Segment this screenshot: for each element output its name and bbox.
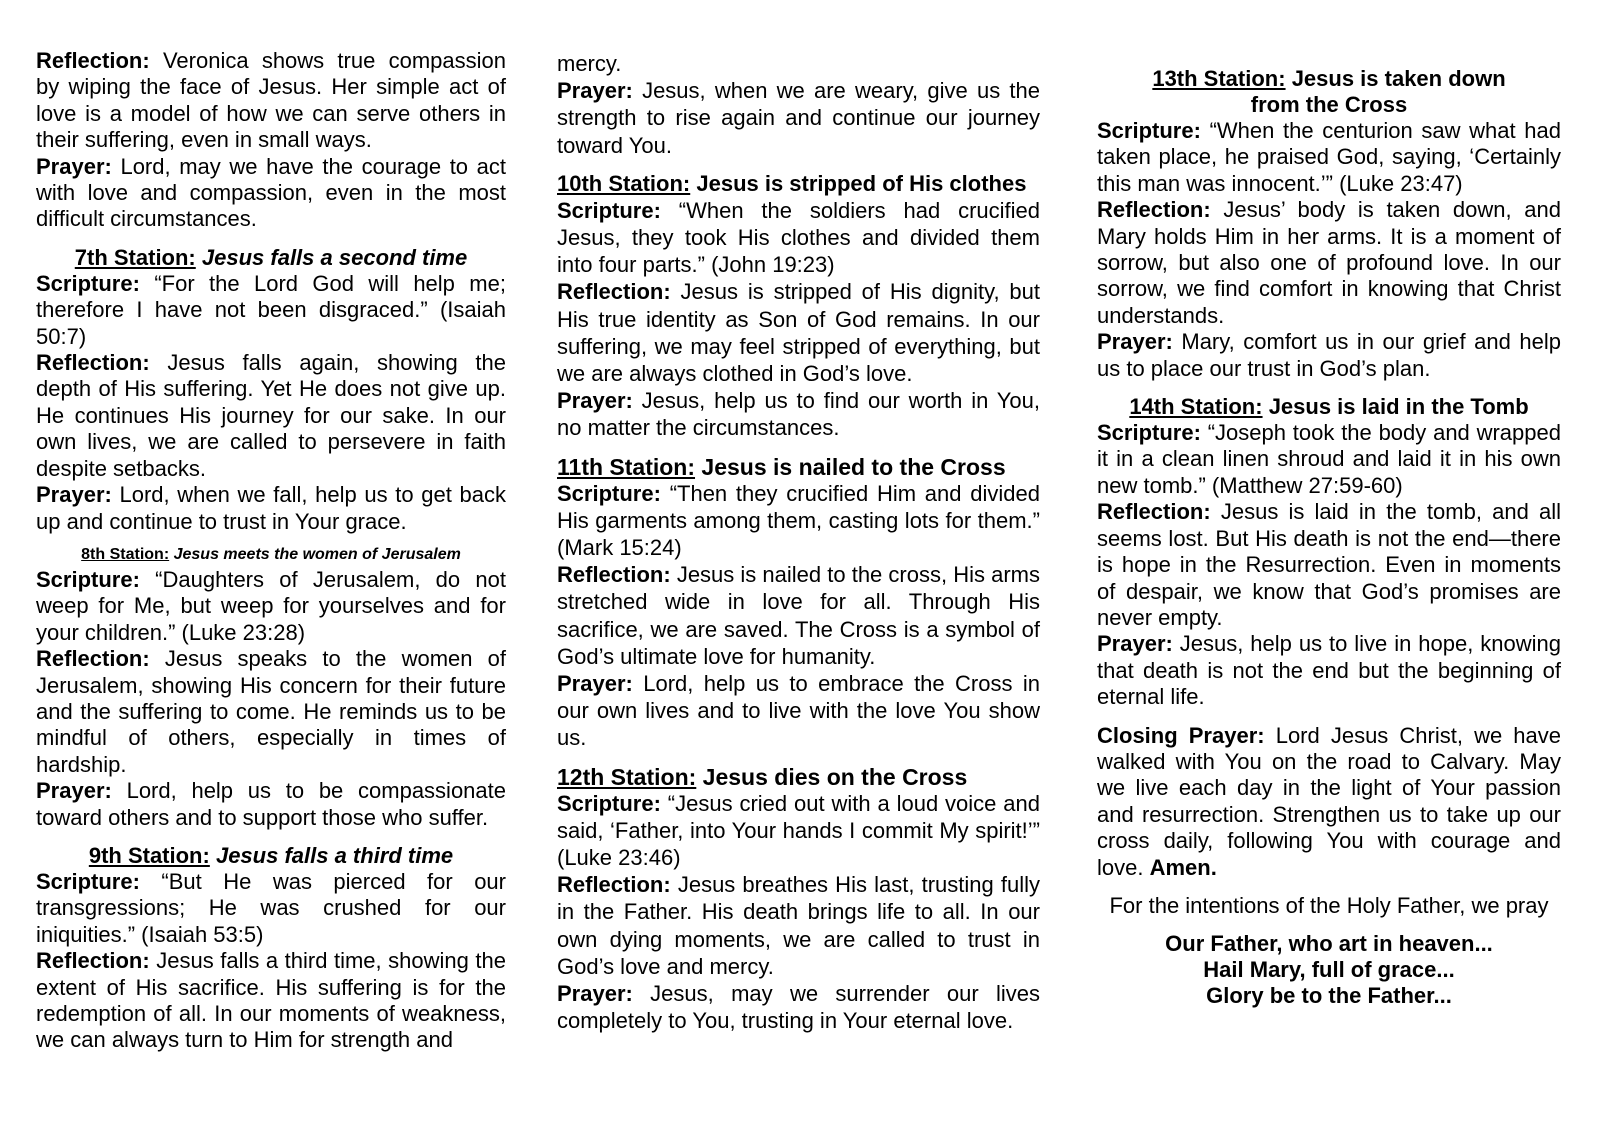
station8-prayer: Prayer: Lord, help us to be compassionate toward others and to support those who suffer. [36, 778, 506, 830]
station13-prayer: Prayer: Mary, comfort us in our grief and help us to place our trust in God’s plan. [1097, 329, 1561, 381]
station6-reflection: Reflection: Veronica shows true compassion by wiping the face of Jesus. Her simple act of love is a model of how we can serve others in their suffering, even in small ways. [36, 48, 506, 153]
hail-mary-line: Hail Mary, full of grace... [1203, 957, 1455, 983]
station10-heading: 10th Station: Jesus is stripped of His clothes [557, 170, 1027, 196]
station8-scripture: Scripture: “Daughters of Jerusalem, do not weep for Me, but weep for yourselves and for your children.” (Luke 23:28) [36, 566, 506, 645]
station10-scripture: Scripture: “When the soldiers had crucified Jesus, they took His clothes and divided them into four parts.” (John 19:23) [557, 197, 1040, 278]
station12-reflection: Reflection: Jesus breathes His last, trusting fully in the Father. His death brings life to all. In our own dying moments, we are called to trust in God’s love and mercy. [557, 872, 1040, 979]
station11-heading: 11th Station: Jesus is nailed to the Cross [557, 453, 1006, 480]
station9-continuation: mercy. [557, 51, 622, 76]
station9-prayer: Prayer: Jesus, when we are weary, give us the strength to rise again and continue our journey toward You. [557, 78, 1040, 158]
station8-reflection: Reflection: Jesus speaks to the women of Jerusalem, showing His concern for their future and the suffering to come. He reminds us to be mindful of others, especially in times of hardship. [36, 646, 506, 777]
station7-prayer: Prayer: Lord, when we fall, help us to get back up and continue to trust in Your grace. [36, 482, 506, 534]
station14-scripture: Scripture: “Joseph took the body and wrapped it in a clean linen shroud and laid it in his own new tomb.” (Matthew 27:59-60) [1097, 420, 1561, 498]
station14-reflection: Reflection: Jesus is laid in the tomb, and all seems lost. But His death is not the end—there is hope in the Resurrection. Even in moments of despair, we know that God’s promises are never empty. [1097, 499, 1561, 630]
station10-reflection: Reflection: Jesus is stripped of His dignity, but His true identity as Son of God remains. In our suffering, we may feel stripped of everything, but we are always clothed in God’s love. [557, 279, 1040, 387]
station9-heading: 9th Station: Jesus falls a third time [88, 842, 454, 868]
intentions-line: For the intentions of the Holy Father, we pray [1109, 892, 1549, 918]
station7-heading: 7th Station: Jesus falls a second time [74, 244, 468, 270]
station12-prayer: Prayer: Jesus, may we surrender our lives completely to You, trusting in Your eternal love. [557, 981, 1040, 1034]
prayer-label: Prayer: [36, 153, 112, 179]
station11-scripture: Scripture: “Then they crucified Him and divided His garments among them, casting lots for them.” (Mark 15:24) [557, 480, 1040, 561]
station11-prayer: Prayer: Lord, help us to embrace the Cross in our own lives and to live with the love You show us. [557, 671, 1040, 751]
station13-scripture: Scripture: “When the centurion saw what had taken place, he praised God, saying, ‘Certainly this man was innocent.’” (Luke 23:47) [1097, 118, 1561, 196]
station9-scripture: Scripture: “But He was pierced for our transgressions; He was crushed for our iniquities.” (Isaiah 53:5) [36, 868, 506, 947]
column-middle [557, 50, 1040, 1035]
station7-scripture: Scripture: “For the Lord God will help me; therefore I have not been disgraced.” (Isaiah 50:7) [36, 270, 506, 349]
station12-heading: 12th Station: Jesus dies on the Cross [557, 763, 968, 790]
station13-reflection: Reflection: Jesus’ body is taken down, and Mary holds Him in her arms. It is a moment of sorrow, but also one of profound love. In our sorrow, we find comfort in knowing that Christ understands. [1097, 197, 1561, 328]
station14-prayer: Prayer: Jesus, help us to live in hope, knowing that death is not the end but the beginning of eternal life. [1097, 631, 1561, 710]
our-father-line: Our Father, who art in heaven... [1165, 931, 1493, 957]
station14-heading: 14th Station: Jesus is laid in the Tomb [1129, 394, 1529, 420]
closing-prayers-list [1097, 931, 1561, 1009]
station10-prayer: Prayer: Jesus, help us to find our worth in You, no matter the circumstances. [557, 388, 1040, 441]
reflection-label: Reflection: [36, 48, 150, 73]
closing-prayer: Closing Prayer: Lord Jesus Christ, we have walked with You on the road to Calvary. May we live each day in the light of Your passion and resurrection. Strengthen us to take up our cross daily, following You with courage and love. Amen. [1097, 722, 1561, 880]
station6-prayer: Prayer: Lord, may we have the courage to act with love and compassion, even in the most difficult circumstances. [36, 153, 506, 232]
column-right [1097, 66, 1561, 1009]
station7-reflection: Reflection: Jesus falls again, showing the depth of His suffering. Yet He does not give up. He continues His journey for our sake. In our own lives, we are called to persevere in faith despite setbacks. [36, 350, 506, 481]
station12-scripture: Scripture: “Jesus cried out with a loud voice and said, ‘Father, into Your hands I commit My spirit!’” (Luke 23:46) [557, 790, 1040, 871]
station8-heading: 8th Station: Jesus meets the women of Jerusalem [81, 545, 461, 563]
glory-be-line: Glory be to the Father... [1206, 983, 1452, 1009]
station9-reflection: Reflection: Jesus falls a third time, showing the extent of His sacrifice. His suffering is for the redemption of all. In our moments of weakness, we can always turn to Him for strength and [36, 948, 506, 1053]
station11-reflection: Reflection: Jesus is nailed to the cross, His arms stretched wide in love for all. Through His sacrifice, we are saved. The Cross is a symbol of God’s ultimate love for humanity. [557, 562, 1040, 669]
column-left [36, 48, 506, 1054]
station13-heading: 13th Station: Jesus is taken down from the Cross [1152, 66, 1506, 117]
